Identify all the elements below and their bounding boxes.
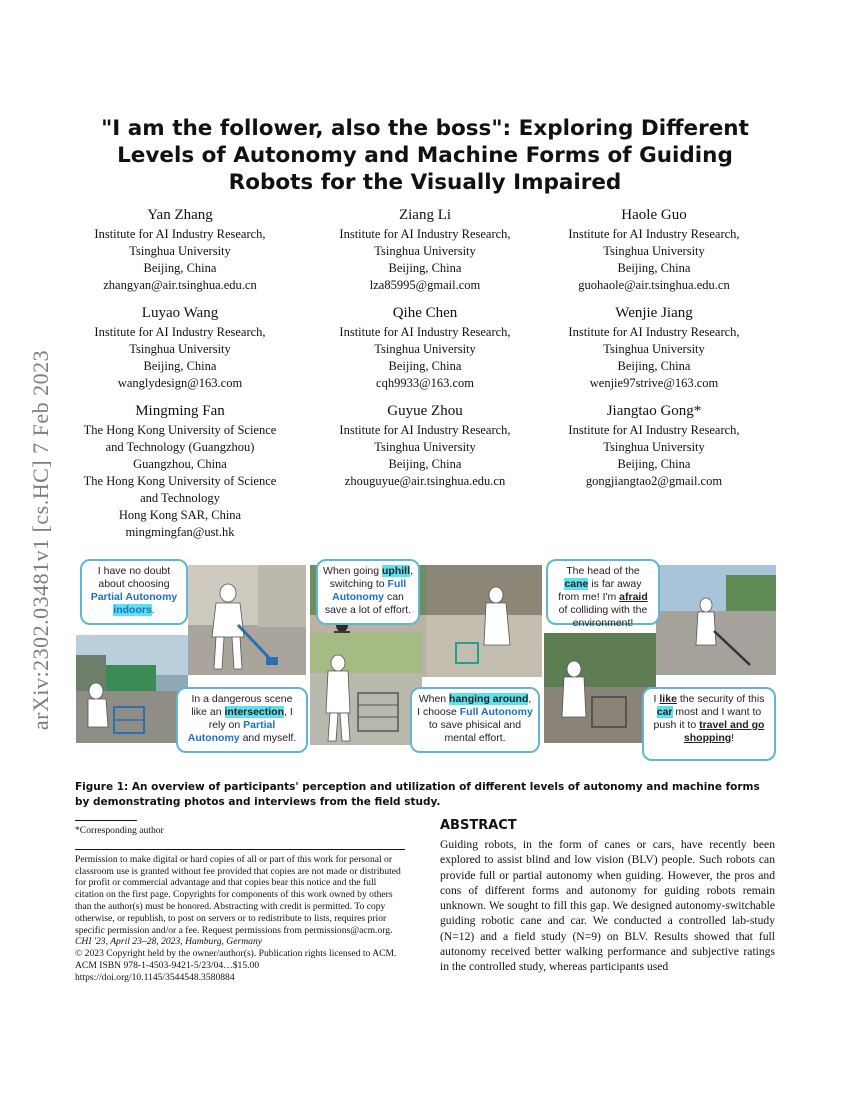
author-card (60, 401, 300, 541)
quote-text: can save a lot of effort. (324, 591, 412, 616)
author-name: Haole Guo (621, 207, 687, 223)
author-affiliation: Tsinghua University (603, 342, 705, 356)
author-name: Luyao Wang (141, 305, 219, 321)
author-email[interactable]: guohaole@air.tsinghua.edu.cn (578, 278, 730, 292)
photo-car-shopping (544, 633, 656, 743)
footnote-rule (75, 820, 137, 821)
author-name: Mingming Fan (135, 403, 225, 419)
footnote-column (75, 820, 405, 984)
paper-title: "I am the follower, also the boss": Exploring Different Levels of Autonomy and Machine Forms of Guiding Robots for the Visually Impaired (101, 116, 749, 195)
author-location: Beijing, China (617, 261, 691, 275)
author-affiliation: and Technology (Guangzhou) (105, 440, 255, 454)
quote-text: I (653, 693, 660, 705)
photo-car-sidewalk (426, 565, 542, 677)
author-location: Guangzhou, China (133, 457, 227, 471)
quote-text: , I rely on (208, 706, 293, 731)
quote-keyword: Partial Autonomy (187, 719, 276, 744)
photo-cane-crossing-graphic (656, 565, 776, 675)
author-email[interactable]: zhouguyue@air.tsinghua.edu.cn (344, 474, 506, 488)
quote-bubble-car-security (642, 687, 776, 761)
author-card (305, 303, 545, 392)
conference-info: CHI '23, April 23–28, 2023, Hamburg, Germany (75, 936, 262, 948)
quote-keyword: Full Autonomy (332, 578, 407, 603)
author-affiliation: Institute for AI Industry Research, (568, 423, 740, 437)
author-affiliation: Tsinghua University (374, 244, 476, 258)
author-email[interactable]: lza85995@gmail.com (369, 278, 481, 292)
author-email[interactable]: wanglydesign@163.com (117, 376, 243, 390)
quote-bubble-hanging-around (410, 687, 540, 753)
permission-rule (75, 849, 405, 850)
author-affiliation: Tsinghua University (374, 342, 476, 356)
author-card (534, 205, 774, 294)
author-location: Hong Kong SAR, China (118, 508, 242, 522)
quote-emphasis: afraid (619, 591, 648, 603)
author-name: Yan Zhang (147, 207, 213, 223)
quote-bubble-uphill (316, 559, 420, 625)
author-affiliation: Tsinghua University (129, 244, 231, 258)
quote-emphasis: travel and go shopping (683, 719, 765, 744)
author-card (305, 401, 545, 490)
author-card (534, 401, 774, 490)
quote-text: the security of this (676, 693, 765, 705)
quote-text: I have no doubt about choosing (97, 565, 171, 590)
author-affiliation: Institute for AI Industry Research, (568, 325, 740, 339)
quote-keyword: Partial Autonomy (90, 591, 178, 603)
figure-panel-indoor-street (76, 557, 308, 769)
author-affiliation: and Technology (140, 491, 220, 505)
copyright-notice: © 2023 Copyright held by the owner/author(s). Publication rights licensed to ACM. (75, 948, 397, 960)
photo-car-sidewalk-graphic (426, 565, 542, 677)
author-affiliation: Institute for AI Industry Research, (339, 227, 511, 241)
quote-text: The head of the (566, 565, 640, 577)
author-affiliation: The Hong Kong University of Science (83, 423, 277, 437)
author-affiliation: Tsinghua University (129, 342, 231, 356)
photo-car-shopping-graphic (544, 633, 656, 743)
quote-text: most and I want to push it to (653, 706, 762, 731)
author-card (60, 303, 300, 392)
figure-caption: Figure 1: An overview of participants' perception and utilization of different levels of autonomy and machine forms by demonstrating photos and interviews from the field study. (75, 781, 760, 808)
author-location: Beijing, China (388, 261, 462, 275)
quote-bubble-cane-afraid (546, 559, 660, 629)
quote-text: . (151, 604, 155, 616)
quote-highlight: indoors (113, 604, 152, 616)
figure-panel-uphill-hanging (310, 557, 542, 769)
author-card (60, 205, 300, 294)
abstract-body: Guiding robots, in the form of canes or cars, have recently been explored to assist blind and low vision (BLV) people. Such robots can provide full or partial autonomy when guiding. However, the pros and cons of different forms and autonomy for guiding robots remain unknown. We sought to fill this gap. We designed autonomy-switchable guiding robotic cane and car. We conducted a controlled lab-study (N=12) and a field study (N=9) on BLV. Results showed that full autonomy received better walking performance and subjective ratings in the controlled study, whereas participants used (440, 838, 775, 974)
author-name: Qihe Chen (392, 305, 458, 321)
photo-street-car-graphic (76, 635, 188, 743)
quote-emphasis: like (659, 693, 677, 705)
author-name: Ziang Li (398, 207, 452, 223)
photo-indoor-cane-graphic (188, 565, 306, 675)
isbn-info: ACM ISBN 978-1-4503-9421-5/23/04…$15.00 (75, 959, 260, 971)
author-email[interactable]: cqh9933@163.com (376, 376, 474, 390)
author-affiliation: Institute for AI Industry Research, (94, 325, 266, 339)
author-name: Jiangtao Gong* (606, 403, 702, 419)
author-location: Beijing, China (617, 359, 691, 373)
author-affiliation: Tsinghua University (374, 440, 476, 454)
quote-highlight: uphill (382, 565, 411, 577)
author-affiliation: Institute for AI Industry Research, (339, 325, 511, 339)
author-affiliation: Institute for AI Industry Research, (339, 423, 511, 437)
author-card (305, 205, 545, 294)
author-email[interactable]: zhangyan@air.tsinghua.edu.cn (103, 278, 257, 292)
permission-statement: Permission to make digital or hard copies of all or part of this work for personal or classroom use is granted without fee provided that copies are not made or distributed for profit or commercial advantage and that copies bear this notice and the full citation on the first page. Copyrights for components of this work owned by others than the author(s) must be honored. Abstracting with credit is permitted. To copy otherwise, or republish, to post on servers or to redistribute to lists, requires prior specific permission and/or a fee. Request permissions from permissions@acm.org. (75, 853, 401, 936)
quote-text: of colliding with the environment! (558, 604, 648, 629)
quote-text: When (418, 693, 450, 705)
author-affiliation: Tsinghua University (603, 244, 705, 258)
photo-street-car (76, 635, 188, 743)
abstract-section (440, 818, 775, 975)
quote-bubble-intersection (176, 687, 308, 753)
photo-cane-crossing (656, 565, 776, 675)
author-location: Beijing, China (617, 457, 691, 471)
author-affiliation: Tsinghua University (603, 440, 705, 454)
author-name: Wenjie Jiang (615, 305, 693, 321)
author-email[interactable]: gongjiangtao2@gmail.com (585, 474, 723, 488)
author-location: Beijing, China (143, 261, 217, 275)
quote-highlight: intersection (224, 706, 285, 718)
author-location: Beijing, China (388, 457, 462, 471)
author-name: Guyue Zhou (387, 403, 463, 419)
quote-bubble-partial-indoors (80, 559, 188, 625)
teaser-figure (76, 557, 776, 769)
quote-keyword: Full Autonomy (459, 706, 533, 718)
figure-panel-cane-car (544, 557, 776, 769)
quote-text: to save phisical and mental effort. (428, 719, 522, 744)
doi-link[interactable]: https://doi.org/10.1145/3544548.3580884 (75, 971, 235, 983)
quote-text: ! (731, 732, 735, 744)
quote-text: In a dangerous scene like an (191, 693, 293, 718)
quote-highlight: cane (564, 578, 589, 590)
quote-text: , I choose (417, 693, 532, 718)
author-location: Beijing, China (388, 359, 462, 373)
author-card (534, 303, 774, 392)
photo-hanging-around (310, 633, 422, 745)
abstract-heading: ABSTRACT (440, 818, 517, 833)
corresponding-author-note: *Corresponding author (75, 825, 164, 836)
quote-text: When going (323, 565, 383, 577)
photo-hanging-around-graphic (310, 633, 422, 745)
photo-indoor-cane (188, 565, 306, 675)
quote-highlight: hanging around (449, 693, 529, 705)
author-location: Beijing, China (143, 359, 217, 373)
author-affiliation: The Hong Kong University of Science (83, 474, 277, 488)
author-email[interactable]: wenjie97strive@163.com (589, 376, 719, 390)
quote-text: , switching to (329, 565, 413, 590)
author-affiliation: Institute for AI Industry Research, (568, 227, 740, 241)
arxiv-identifier: arXiv:2302.03481v1 [cs.HC] 7 Feb 2023 (28, 349, 53, 731)
author-email[interactable]: mingmingfan@ust.hk (125, 525, 235, 539)
author-affiliation: Institute for AI Industry Research, (94, 227, 266, 241)
quote-text: and myself. (239, 732, 297, 744)
quote-text: is far away from me! I'm (558, 578, 642, 603)
quote-highlight: car (656, 706, 673, 718)
